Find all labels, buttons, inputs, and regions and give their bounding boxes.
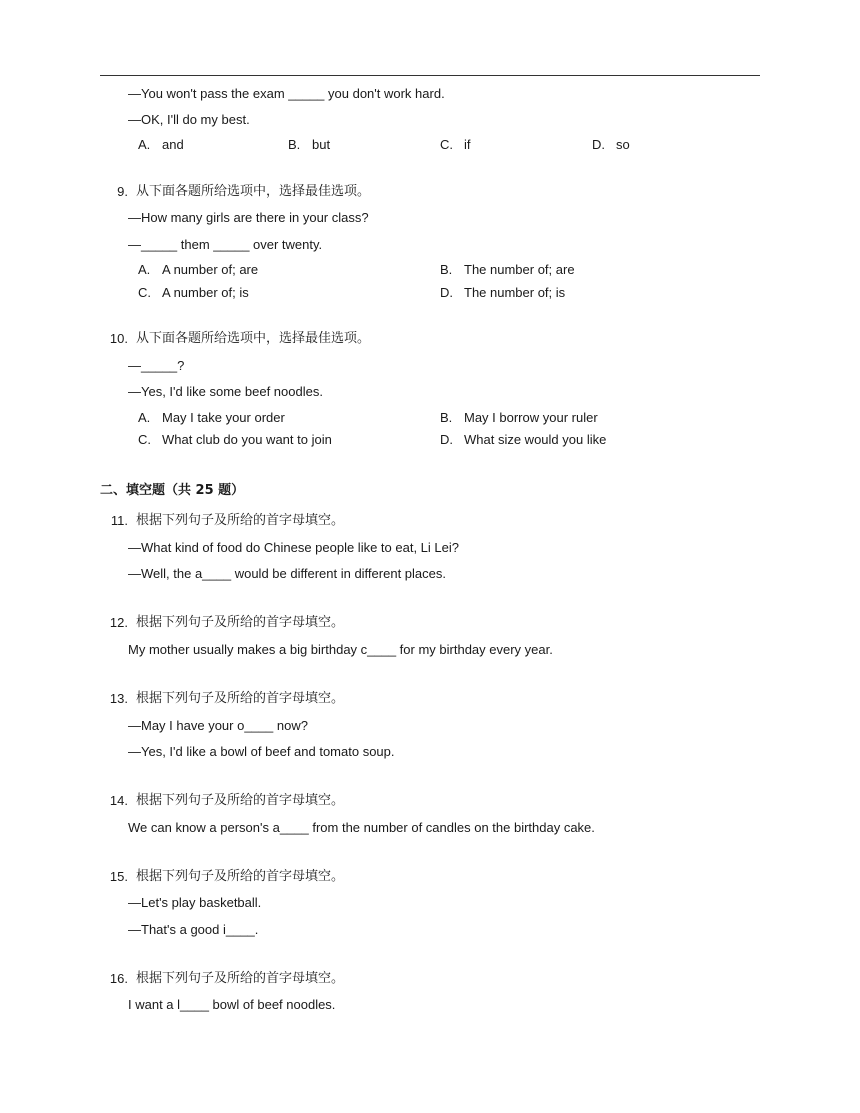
q12-instruction: 根据下列句子及所给的首字母填空。 — [136, 615, 345, 630]
option-text: so — [616, 137, 630, 152]
option-text: A number of; is — [162, 285, 249, 300]
q15-line-2: —That's a good i____. — [128, 922, 259, 937]
q9-line-2: —_____ them _____ over twenty. — [128, 237, 323, 252]
q10-line-2: —Yes, I'd like some beef noodles. — [128, 384, 323, 399]
q10-instruction: 从下面各题所给选项中，选择最佳选项。 — [136, 331, 371, 346]
option-text: The number of; are — [464, 262, 575, 277]
option-letter: A. — [138, 137, 151, 152]
option-text: The number of; is — [464, 285, 566, 300]
section-title-suffix: 题） — [213, 483, 245, 498]
q11-line-1: —What kind of food do Chinese people like to eat, Li Lei? — [128, 540, 459, 555]
option-letter: B. — [440, 410, 453, 425]
q12-line-1: My mother usually makes a big birthday c____ for my birthday every year. — [128, 642, 553, 657]
q9-option-c — [138, 285, 249, 301]
q8-line-1: —You won't pass the exam _____ you don't work hard. — [128, 86, 445, 101]
q14-number: 14. — [109, 793, 128, 808]
option-text: but — [312, 137, 331, 152]
q11-number: 11. — [110, 513, 128, 528]
q10-line-1: —_____? — [128, 358, 185, 373]
q13-line-1: —May I have your o____ now? — [128, 718, 308, 733]
section-2-heading — [100, 483, 244, 499]
q9-line-1: —How many girls are there in your class? — [128, 210, 369, 225]
q9-option-b — [440, 262, 575, 278]
q16-number: 16. — [109, 971, 128, 986]
q11-instruction: 根据下列句子及所给的首字母填空。 — [136, 513, 345, 528]
option-text: and — [162, 137, 184, 152]
option-letter: C. — [138, 285, 151, 300]
q11-line-2: —Well, the a____ would be different in different places. — [128, 566, 446, 581]
q10-option-d — [440, 432, 606, 448]
q9-instruction: 从下面各题所给选项中，选择最佳选项。 — [136, 184, 371, 199]
option-letter: B. — [440, 262, 453, 277]
option-text: if — [464, 137, 471, 152]
q14-instruction: 根据下列句子及所给的首字母填空。 — [136, 793, 345, 808]
q9-option-d — [440, 285, 565, 301]
q15-instruction: 根据下列句子及所给的首字母填空。 — [136, 869, 345, 884]
q10-option-b — [440, 410, 598, 426]
q12-number: 12. — [109, 615, 128, 630]
q14-line-1: We can know a person's a____ from the number of candles on the birthday cake. — [128, 820, 595, 835]
q10-option-a — [138, 410, 285, 426]
option-letter: C. — [138, 432, 151, 447]
q9-option-a — [138, 262, 258, 278]
option-letter: C. — [440, 137, 453, 152]
q13-instruction: 根据下列句子及所给的首字母填空。 — [136, 691, 345, 706]
option-letter: A. — [138, 410, 151, 425]
option-letter: B. — [288, 137, 301, 152]
q8-option-d — [592, 137, 630, 153]
q8-option-c — [440, 137, 471, 153]
option-text: What size would you like — [464, 432, 607, 447]
q13-number: 13. — [109, 691, 128, 706]
option-text: May I take your order — [162, 410, 285, 425]
q16-instruction: 根据下列句子及所给的首字母填空。 — [136, 971, 345, 986]
q8-option-a — [138, 137, 184, 153]
q15-number: 15. — [109, 869, 128, 884]
section-question-count: 25 — [195, 483, 214, 498]
section-title-prefix: 二、填空题（共 — [100, 483, 196, 498]
q8-option-b — [288, 137, 330, 153]
option-letter: D. — [440, 432, 453, 447]
option-text: A number of; are — [162, 262, 259, 277]
q10-option-c — [138, 432, 332, 448]
option-letter: D. — [440, 285, 453, 300]
q10-number: 10. — [109, 331, 128, 346]
q8-line-2: —OK, I'll do my best. — [128, 112, 250, 127]
q9-number: 9. — [117, 184, 128, 199]
option-text: May I borrow your ruler — [464, 410, 598, 425]
q15-line-1: —Let's play basketball. — [128, 895, 262, 910]
option-text: What club do you want to join — [162, 432, 332, 447]
q16-line-1: I want a l____ bowl of beef noodles. — [128, 997, 336, 1012]
option-letter: D. — [592, 137, 605, 152]
header-rule — [100, 75, 760, 76]
q13-line-2: —Yes, I'd like a bowl of beef and tomato soup. — [128, 744, 395, 759]
option-letter: A. — [138, 262, 151, 277]
